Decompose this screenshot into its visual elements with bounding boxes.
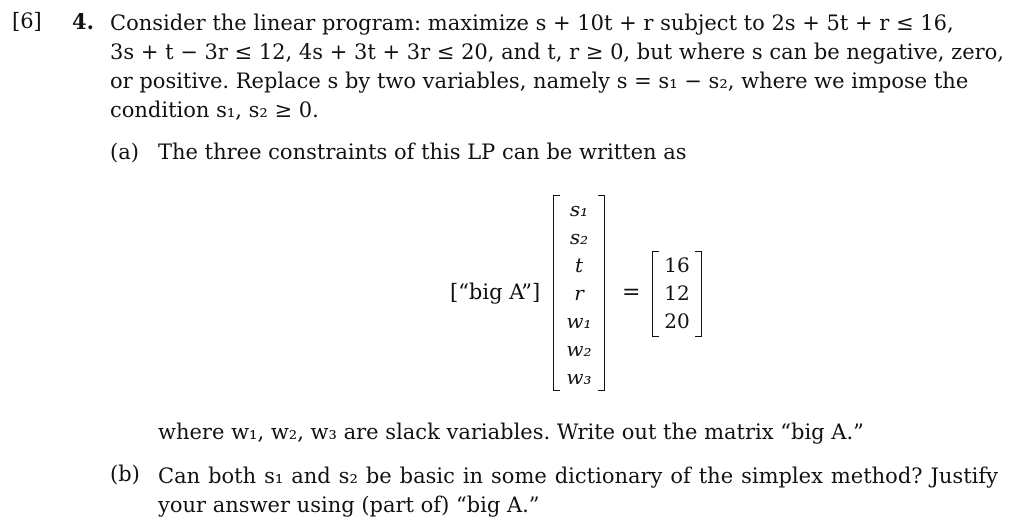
part-b-label: (b) [110, 462, 140, 486]
marks-label: [6] [12, 9, 42, 33]
rhs-entry: 20 [664, 309, 690, 333]
intro-line: 3s + t − 3r ≤ 12, 4s + 3t + 3r ≤ 20, and t, r ≥ 0, but where s can be negative, zero, [110, 40, 1004, 64]
part-a-followup: where w₁, w₂, w₃ are slack variables. Write out the matrix “big A.” [158, 420, 864, 444]
intro-line: or positive. Replace s by two variables, namely s = s₁ − s₂, where we impose the [110, 69, 969, 93]
part-b-line: your answer using (part of) “big A.” [158, 493, 540, 517]
vector-entry: w₁ [566, 309, 592, 333]
part-a-text: The three constraints of this LP can be written as [158, 140, 687, 164]
question-intro [110, 9, 1004, 125]
vector-entry: t [574, 253, 584, 277]
part-a-label: (a) [110, 140, 139, 164]
rhs-vector [652, 251, 702, 337]
equals-sign: = [622, 280, 641, 305]
variable-vector [553, 195, 605, 391]
vector-entry: s₂ [569, 225, 589, 249]
intro-line: condition s₁, s₂ ≥ 0. [110, 98, 319, 122]
part-b-line: Can both s₁ and s₂ be basic in some dictionary of the simplex method? Justify [158, 464, 998, 488]
big-a-placeholder: [“big A”] [450, 280, 541, 304]
vector-entry: w₂ [566, 337, 592, 361]
part-b-text [158, 462, 998, 520]
rhs-entry: 12 [664, 281, 690, 305]
vector-entry: s₁ [569, 197, 589, 221]
intro-line: Consider the linear program: maximize s + 10t + r subject to 2s + 5t + r ≤ 16, [110, 11, 954, 35]
rhs-entry: 16 [664, 253, 690, 277]
vector-entry: w₃ [566, 365, 592, 389]
question-number: 4. [72, 9, 94, 34]
vector-entry: r [574, 281, 584, 305]
